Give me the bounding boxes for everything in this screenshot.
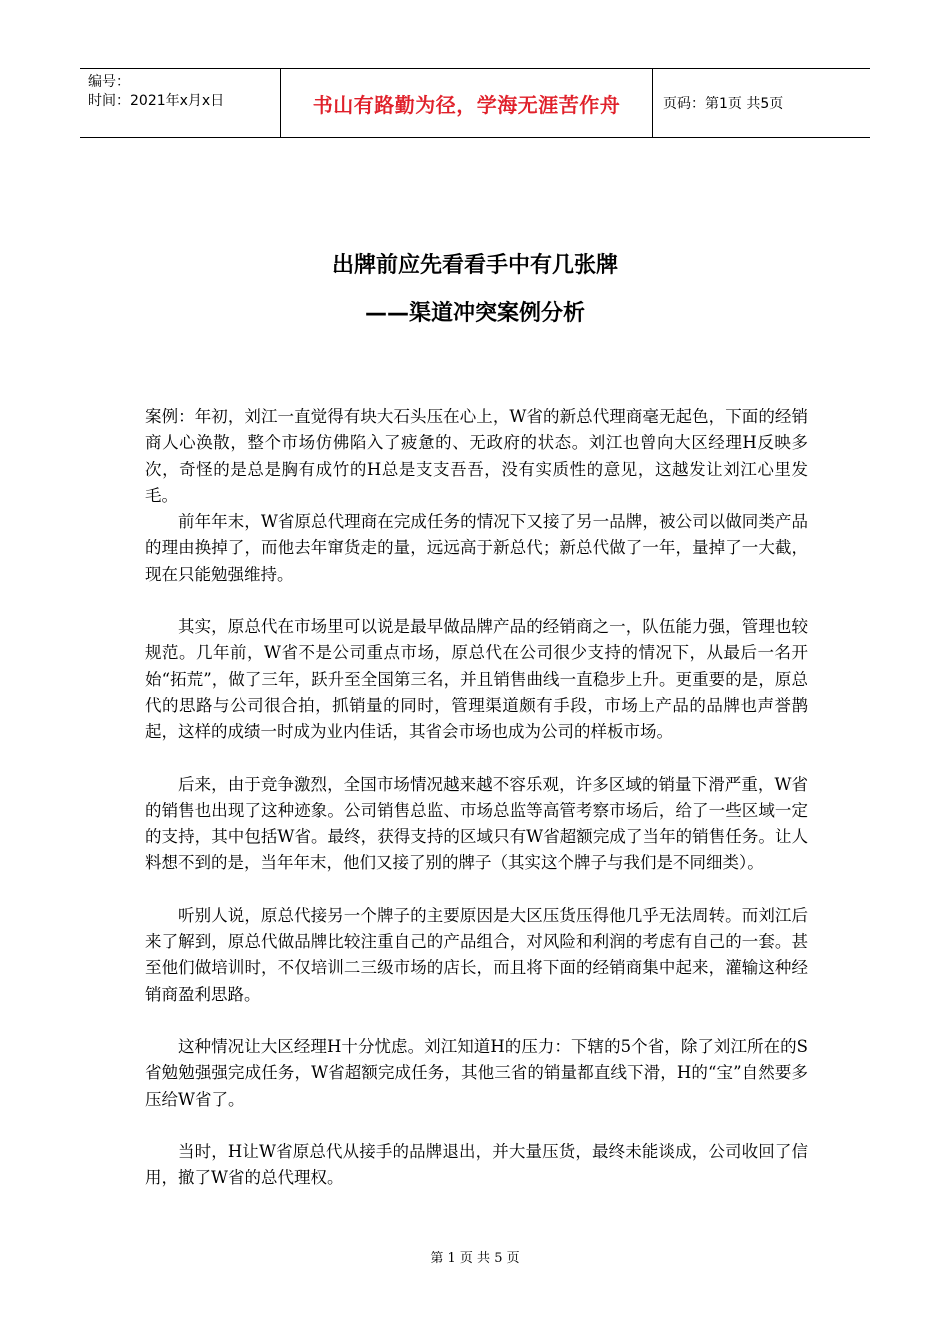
paragraph: 后来，由于竞争激烈，全国市场情况越来越不容乐观，许多区域的销量下滑严重，W省的销售也出现了这种迹象。公司销售总监、市场总监等高管考察市场后，给了一些区域一定的支持，其中包括W省。最终，获得支持的区域只有W省超额完成了当年的销售任务。让人料想不到的是，当年年末，他们又接了别的牌子（其实这个牌子与我们是不同细类）。 [145,774,808,873]
paragraph: 当时，H让W省原总代从接手的品牌退出，并大量压货，最终未能谈成，公司收回了信用，撤了W省的总代理权。 [145,1141,808,1188]
page-header [80,68,870,138]
header-meta-cell [80,69,281,137]
header-page-info: 页码：第1页 共5页 [663,96,784,112]
page-footer: 第 1 页 共 5 页 [430,1251,520,1266]
paragraph: 前年年末，W省原总代理商在完成任务的情况下又接了另一品牌，被公司以做同类产品的理由换掉了，而他去年窜货走的量，远远高于新总代；新总代做了一年，量掉了一大截，现在只能勉强维持。 [145,512,808,584]
paragraph: 这种情况让大区经理H十分忧虑。刘江知道H的压力：下辖的5个省，除了刘江所在的S省勉勉强强完成任务，W省超额完成任务，其他三省的销量都直线下滑，H的“宝”自然要多压给W省了。 [145,1036,808,1109]
document-body [145,404,808,1191]
document-number-label: 编号： [88,74,130,90]
paragraph: 听别人说，原总代接另一个牌子的主要原因是大区压货压得他几乎无法周转。而刘江后来了解到，原总代做品牌比较注重自己的产品组合，对风险和利润的考虑有自己的一套。甚至他们做培训时，不仅培训二三级市场的店长，而且将下面的经销商集中起来，灌输这种经销商盈利思路。 [145,905,808,1004]
paragraph: 其实，原总代在市场里可以说是最早做品牌产品的经销商之一，队伍能力强，管理也较规范。几年前，W省不是公司重点市场，原总代在公司很少支持的情况下，从最后一名开始“拓荒”，做了三年，跃升至全国第三名，并且销售曲线一直稳步上升。更重要的是，原总代的思路与公司很合拍，抓销量的同时，管理渠道颇有手段，市场上产品的品牌也声誉鹊起，这样的成绩一时成为业内佳话，其省会市场也成为公司的样板市场。 [145,617,808,742]
paragraph: 案例：年初，刘江一直觉得有块大石头压在心上，W省的新总代理商毫无起色，下面的经销商人心涣散，整个市场仿佛陷入了疲惫的、无政府的状态。刘江也曾向大区经理H反映多次，奇怪的是总是胸有成竹的H总是支支吾吾，没有实质性的意见，这越发让刘江心里发毛。 [145,407,808,505]
document-date: 时间：2021年x月x日 [88,93,225,109]
header-motto: 书山有路勤为径，学海无涯苦作舟 [281,69,653,137]
document-subtitle: ——渠道冲突案例分析 [364,301,585,326]
document-title: 出牌前应先看看手中有几张牌 [331,253,618,278]
